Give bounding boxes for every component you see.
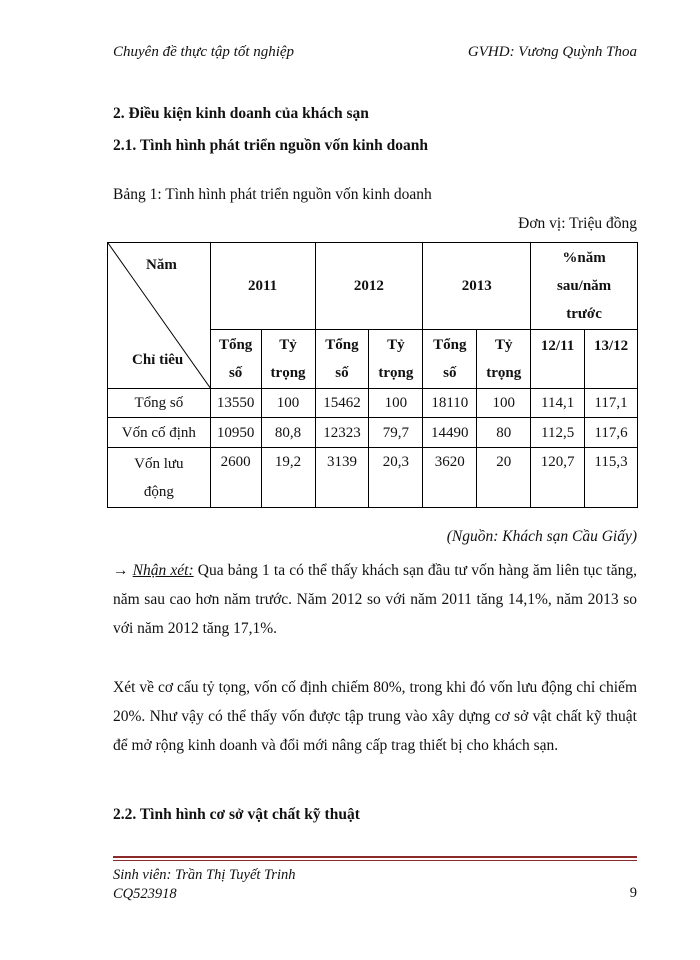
cell: 12323 xyxy=(315,418,369,448)
sub-header-ratio xyxy=(261,330,315,389)
table-caption: Bảng 1: Tình hình phát triển nguồn vốn kinh doanh xyxy=(113,186,432,203)
sub-header-ratio xyxy=(477,330,531,389)
section-heading-2-1: 2.1. Tình hình phát triển nguồn vốn kinh doanh xyxy=(113,137,429,154)
sub-header-total xyxy=(315,330,369,389)
structure-paragraph: Xét về cơ cấu tỷ tọng, vốn cố định chiếm 80%, trong khi đó vốn lưu động chỉ chiếm 20%. Như vậy có thể thấy vốn được tập trung vào xây dựng cơ sở vật chất kỹ thuật để mở rộng kinh doanh và đổi mới nâng cấp trag thiết bị cho khách sạn. xyxy=(113,679,637,754)
pct-header-line1: %năm xyxy=(562,250,606,266)
cell: 20 xyxy=(477,448,531,508)
corner-year-label: Năm xyxy=(146,257,177,273)
sub-header-total xyxy=(423,330,477,389)
sub-ratio-l1: Tỷ xyxy=(387,337,405,353)
table-row-total xyxy=(108,389,638,418)
header-course-title: Chuyên đề thực tập tốt nghiệp xyxy=(113,44,295,60)
year-header-2012: 2012 xyxy=(315,243,423,330)
table-row-fixed-capital xyxy=(108,418,638,448)
table-row-working-capital xyxy=(108,448,638,508)
section-heading-2: 2. Điều kiện kinh doanh của khách sạn xyxy=(113,105,369,122)
corner-indicator-label: Chỉ tiêu xyxy=(132,352,184,368)
sub-ratio-l1: Tỷ xyxy=(494,337,513,353)
sub-ratio-l2: trọng xyxy=(270,365,306,381)
pct-col-12-11: 12/11 xyxy=(531,330,585,389)
header-advisor: GVHD: Vương Quỳnh Thoa xyxy=(467,44,637,60)
row-label-l2: động xyxy=(143,483,174,500)
comment-text: Qua bảng 1 ta có thể thấy khách sạn đầu tư vốn hàng ăm liên tục tăng, năm sau cao hơn năm trước. Năm 2012 so với năm 2011 tăng 14,1%, năm 2013 so với năm 2012 tăng 17,1%. xyxy=(113,562,637,637)
pct-col-13-12: 13/12 xyxy=(585,330,638,389)
year-header-2011: 2011 xyxy=(210,243,315,330)
sub-total-l1: Tổng xyxy=(218,337,253,353)
cell: 112,5 xyxy=(531,418,585,448)
sub-total-l1: Tổng xyxy=(433,337,467,353)
sub-total-l2: số xyxy=(443,365,457,381)
pct-header-line3: trước xyxy=(566,306,602,322)
pct-header-line2: sau/năm xyxy=(556,278,612,294)
cell: 79,7 xyxy=(369,418,423,448)
row-label xyxy=(108,448,211,508)
cell: 100 xyxy=(369,389,423,418)
row-label: Tổng số xyxy=(108,389,211,418)
footer-rule xyxy=(113,856,637,858)
sub-header-total xyxy=(210,330,261,389)
cell: 18110 xyxy=(423,389,477,418)
cell: 19,2 xyxy=(261,448,315,508)
sub-ratio-l1: Tỷ xyxy=(279,337,297,353)
sub-ratio-l2: trọng xyxy=(486,365,522,381)
cell: 114,1 xyxy=(531,389,585,418)
cell: 120,7 xyxy=(531,448,585,508)
row-label: Vốn cố định xyxy=(108,418,211,448)
cell: 117,1 xyxy=(585,389,638,418)
table-corner-cell xyxy=(108,243,211,389)
cell: 15462 xyxy=(315,389,369,418)
footer-class: CQ523918 xyxy=(113,886,177,902)
cell: 80,8 xyxy=(261,418,315,448)
cell: 117,6 xyxy=(585,418,638,448)
cell: 100 xyxy=(261,389,315,418)
cell: 10950 xyxy=(210,418,261,448)
capital-table xyxy=(107,242,638,508)
comment-paragraph xyxy=(113,556,637,643)
cell: 14490 xyxy=(423,418,477,448)
table-source: (Nguồn: Khách sạn Cầu Giấy) xyxy=(446,528,637,545)
year-header-2013: 2013 xyxy=(423,243,531,330)
cell: 3139 xyxy=(315,448,369,508)
page-number: 9 xyxy=(629,885,637,901)
cell: 80 xyxy=(477,418,531,448)
cell: 100 xyxy=(477,389,531,418)
sub-total-l2: số xyxy=(335,365,349,381)
sub-header-ratio xyxy=(369,330,423,389)
sub-ratio-l2: trọng xyxy=(378,365,414,381)
section-heading-2-2: 2.2. Tình hình cơ sở vật chất kỹ thuật xyxy=(113,806,360,823)
footer-student: Sinh viên: Trần Thị Tuyết Trinh xyxy=(113,867,296,883)
cell: 13550 xyxy=(210,389,261,418)
pct-header xyxy=(531,243,638,330)
table-unit: Đơn vị: Triệu đồng xyxy=(518,215,637,232)
comment-label: Nhận xét: xyxy=(132,562,194,579)
sub-total-l1: Tổng xyxy=(325,337,359,353)
sub-total-l2: số xyxy=(228,365,243,381)
cell: 2600 xyxy=(210,448,261,508)
row-label-l1: Vốn lưu xyxy=(134,455,184,472)
page-footer xyxy=(113,866,295,904)
arrow-icon: → xyxy=(113,562,129,579)
page-header xyxy=(113,44,637,64)
footer-rule-thin xyxy=(113,860,637,861)
cell: 20,3 xyxy=(369,448,423,508)
cell: 115,3 xyxy=(585,448,638,508)
cell: 3620 xyxy=(423,448,477,508)
